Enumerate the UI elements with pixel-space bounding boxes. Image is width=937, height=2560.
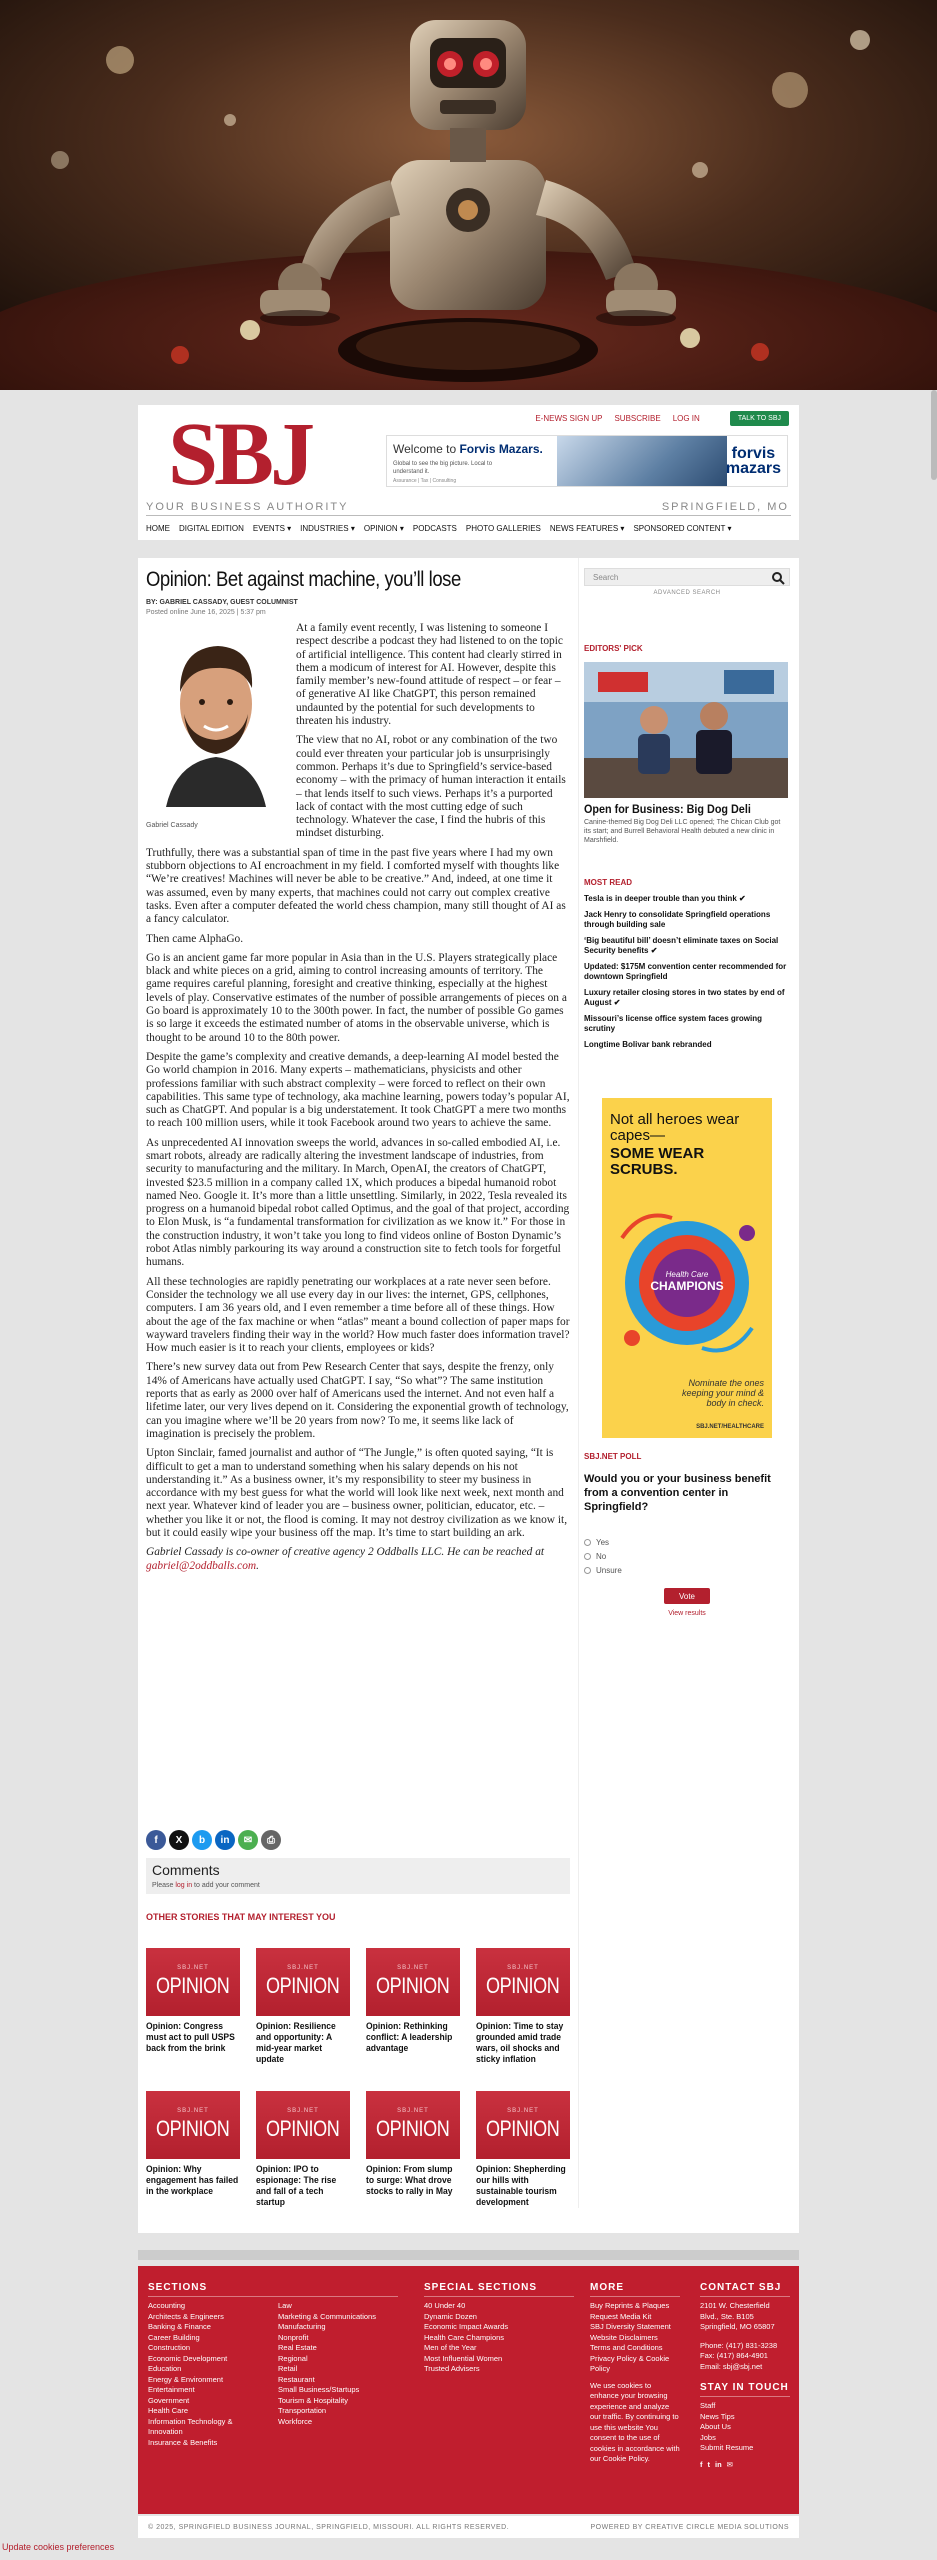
robot-illustration [0, 0, 937, 390]
powered-by[interactable]: POWERED BY CREATIVE CIRCLE MEDIA SOLUTIONS [590, 2523, 789, 2531]
site-region: SPRINGFIELD, MO [661, 501, 789, 513]
footer-special-sections [424, 2282, 574, 2375]
nav-industries[interactable]: INDUSTRIES ▾ [300, 523, 355, 533]
sbj-logo[interactable]: SBJ [168, 405, 312, 504]
comments-box [146, 1858, 570, 1894]
column-divider [578, 558, 579, 2208]
search-input[interactable] [584, 568, 790, 586]
story-title[interactable]: Opinion: Shepherding our hills with sustainable tourism development [476, 2164, 566, 2208]
copyright: © 2025, SPRINGFIELD BUSINESS JOURNAL, SPRINGFIELD, MISSOURI. ALL RIGHTS RESERVED. [148, 2523, 510, 2531]
header-divider [146, 515, 791, 516]
contact-line[interactable]: Email: sbj@sbj.net [700, 2361, 763, 2371]
footer-special-link[interactable]: Health Care Champions [424, 2332, 505, 2342]
poll-option-unsure[interactable]: Unsure [584, 1566, 622, 1575]
story-card[interactable] [476, 1948, 570, 2065]
facebook-icon[interactable]: f [700, 2459, 703, 2469]
story-title[interactable]: Opinion: Why engagement has failed in the workplace [146, 2164, 239, 2197]
story-thumbnail[interactable]: SBJ.NET OPINION [366, 2091, 460, 2159]
footer-section-link[interactable]: Law [278, 2301, 292, 2310]
author-signoff: Gabriel Cassady is co-owner of creative agency 2 Oddballs LLC. He can be reached at gabriel@2oddballs.com. [146, 1546, 545, 1572]
footer-section-link[interactable]: Economic Development [148, 2353, 228, 2363]
ad-headline: Not all heroes wear capes— [610, 1111, 740, 1144]
footer-stay-link[interactable]: News Tips [700, 2411, 735, 2421]
ad-cta: Nominate the ones keeping your mind & body in check. [681, 1378, 764, 1408]
footer-special-link[interactable]: Men of the Year [424, 2343, 477, 2352]
sections-column-1 [148, 2301, 268, 2448]
footer-sections [148, 2282, 398, 2448]
story-title[interactable]: Opinion: IPO to espionage: The rise and fall of a tech startup [256, 2164, 337, 2208]
subscribe-link[interactable]: SUBSCRIBE [614, 414, 661, 423]
nav-podcasts[interactable]: PODCASTS [412, 523, 457, 533]
footer-section-link[interactable]: Career Building [148, 2332, 200, 2342]
ad-subtitle: Global to see the big picture. Local to understand it. [393, 461, 493, 475]
story-card[interactable] [146, 2091, 240, 2197]
footer-stay-link[interactable]: Staff [700, 2401, 716, 2410]
radio-icon[interactable] [584, 1553, 591, 1560]
footer-section-link[interactable]: Architects & Engineers [148, 2311, 224, 2321]
footer-stay-heading: STAY IN TOUCH [700, 2382, 790, 2397]
forvis-mazars-ad[interactable] [386, 435, 788, 487]
footer-section-link[interactable]: Energy & Environment [148, 2374, 224, 2384]
footer-special-link[interactable]: Trusted Advisers [424, 2364, 480, 2373]
nav-opinion[interactable]: OPINION ▾ [363, 523, 404, 533]
content-area [138, 558, 799, 2233]
most-read-item[interactable]: Jack Henry to consolidate Springfield operations through building sale [584, 910, 771, 929]
poll-heading: SBJ.NET POLL [584, 1452, 642, 1461]
paragraph: Upton Sinclair, famed journalist and author of “The Jungle,” is often quoted saying, “It is difficult to get a man to understand something when his salary depends on his not understanding it.” As a business owner, it’s my responsibility to steer my business in accordance with my best guess for what the world will look like next week, next month and next year. Whatever kind of leader you are – business owner, politician, educator, etc. – whether you like it or not, the flood is coming. It may not destroy civilization as we know it, but it could easily wipe your business off the map. It’s time to start building an ark. [146, 1447, 568, 1539]
footer-more-link[interactable]: Buy Reprints & Plaques [590, 2301, 670, 2310]
footer-section-link[interactable]: Government [148, 2395, 190, 2405]
story-title[interactable]: Opinion: Rethinking conflict: A leadership advantage [366, 2021, 453, 2054]
linkedin-share-icon[interactable]: in [215, 1830, 235, 1850]
bluesky-share-icon[interactable]: b [192, 1830, 212, 1850]
author-email-link[interactable]: gabriel@2oddballs.com [146, 1559, 257, 1572]
poll-question: Would you or your business benefit from a convention center in Springfield? [584, 1473, 771, 1513]
footer-section-link[interactable]: Accounting [148, 2301, 186, 2310]
nav-sponsored-content[interactable]: SPONSORED CONTENT ▾ [633, 523, 732, 533]
contact-line: Phone: (417) 831-3238 [700, 2340, 778, 2350]
footer-special-link[interactable]: Most Influential Women [424, 2353, 503, 2363]
view-results-link[interactable]: View results [668, 1610, 706, 1617]
footer-section-link[interactable]: Education [148, 2364, 182, 2373]
champions-badge: Health Care CHAMPIONS [650, 1270, 724, 1293]
nav-news-features[interactable]: NEWS FEATURES ▾ [549, 523, 625, 533]
story-title[interactable]: Opinion: Resilience and opportunity: A mid-year market update [256, 2021, 336, 2065]
email-icon[interactable]: ✉ [726, 2459, 733, 2469]
footer-section-link[interactable]: Marketing & Communications [278, 2311, 376, 2321]
comments-login-prompt: Please log in to add your comment [152, 1882, 260, 1889]
story-title[interactable]: Opinion: Congress must act to pull USPS back from the brink [146, 2021, 235, 2054]
enews-signup-link[interactable]: E-NEWS SIGN UP [535, 414, 603, 423]
story-title[interactable]: Opinion: Time to stay grounded amid trade wars, oil shocks and sticky inflation [476, 2021, 564, 2065]
footer-special-link[interactable]: Economic Impact Awards [424, 2322, 509, 2331]
site-tagline: YOUR BUSINESS AUTHORITY [146, 501, 349, 513]
login-link[interactable]: LOG IN [672, 414, 700, 423]
paragraph: Then came AlphaGo. [146, 932, 244, 945]
other-stories-heading: OTHER STORIES THAT MAY INTEREST YOU [146, 1912, 336, 1922]
footer-section-link[interactable]: Banking & Finance [148, 2322, 211, 2331]
footer-bottom [138, 2516, 799, 2538]
most-read-list [584, 894, 790, 1056]
stay-in-touch-list [700, 2401, 790, 2454]
ad-city-image [557, 436, 727, 487]
footer-special-link[interactable]: 40 Under 40 [424, 2301, 466, 2310]
address-line: 2101 W. Chesterfield Blvd., Ste. B105 [700, 2301, 770, 2321]
paragraph: At a family event recently, I was listening to someone I respect describe a podcast they had listened to on the topic of artificial intelligence. This content had clearly stirred in them a modicum of interest for AI. However, despite this family member’s new-found attitude of respect – or fear – of generative AI like ChatGPT, this person remained undaunted by the potential for such developments to threaten his industry. [296, 622, 563, 728]
ad-welcome: Welcome to Forvis Mazars. [393, 442, 543, 456]
scrollbar-thumb[interactable] [931, 390, 937, 480]
top-links [535, 411, 789, 426]
story-thumbnail[interactable]: SBJ.NET OPINION [476, 1948, 570, 2016]
share-bar [146, 1830, 281, 1850]
footer-more-link[interactable]: Privacy Policy & Cookie Policy [590, 2353, 670, 2373]
cookie-notice: We use cookies to enhance your browsing experience and analyze our traffic. By continuing to use this website You consent to the use of cookies in accordance with our Cookie Policy. [590, 2380, 680, 2463]
footer-more [590, 2282, 680, 2465]
hero-image [0, 0, 937, 390]
footer-stay-link[interactable]: Submit Resume [700, 2443, 754, 2452]
sections-column-2 [278, 2301, 398, 2448]
story-card[interactable] [146, 1948, 240, 2054]
comments-heading: Comments [152, 1862, 220, 1878]
twitter-icon[interactable]: t [707, 2459, 710, 2469]
story-title[interactable]: Opinion: From slump to surge: What drove stocks to rally in May [366, 2164, 453, 2197]
editors-pick-heading: EDITORS' PICK [584, 644, 643, 653]
poll-option-yes[interactable]: Yes [584, 1538, 609, 1547]
email-share-icon[interactable]: ✉ [238, 1830, 258, 1850]
footer-contact-heading: CONTACT SBJ [700, 2282, 790, 2297]
paragraph: Despite the game’s complexity and creative demands, a deep-learning AI model bested the Go world champion in 2016. Many experts – mathematicians, physicists and other professions familiar with such abstract complexity – were forced to reflect on their own capabilities. This same type of technology, aka machine learning, powers today’s popular AI, such as ChatGPT. And popular is a big understatement. It took ChatGPT a mere two months to reach 100 million users, while it took Facebook around two years to achieve the same. [146, 1050, 570, 1130]
footer-more-link[interactable]: Request Media Kit [590, 2311, 652, 2321]
footer-sections-heading: SECTIONS [148, 2282, 398, 2297]
site-header [138, 405, 799, 540]
main-nav [146, 521, 791, 535]
paragraph: All these technologies are rapidly penetrating our workplaces at a rate never seen before. Consider the technology we all use every day in our lives: the internet, GPS, cellphones, computers. I am 36 years old, and I even remember a time before all of these things. How about the age of the fax machine or when “atlas” meant a bound collection of paper maps for wayward travelers finding their way in the world? How much faster does information travel? How much easier is it to reach your clients, employees or kids? [146, 1275, 570, 1355]
health-care-champions-ad[interactable] [602, 1098, 772, 1438]
footer-section-link[interactable]: Health Care [148, 2406, 189, 2415]
most-read-item[interactable]: Tesla is in deeper trouble than you think ✔ [584, 894, 746, 903]
most-read-item[interactable]: ‘Big beautiful bill’ doesn’t eliminate taxes on Social Security benefits ✔ [584, 936, 779, 955]
footer-section-link[interactable]: Tourism & Hospitality [278, 2395, 349, 2405]
nav-events[interactable]: EVENTS ▾ [252, 523, 292, 533]
address-line: Springfield, MO 65807 [700, 2322, 775, 2331]
footer-special-heading: SPECIAL SECTIONS [424, 2282, 574, 2297]
search-icon[interactable] [771, 571, 785, 585]
footer-stay-link[interactable]: Jobs [700, 2432, 716, 2442]
story-thumbnail[interactable]: SBJ.NET OPINION [146, 1948, 240, 2016]
footer-more-link[interactable]: SBJ Diversity Statement [590, 2322, 671, 2331]
comments-login-link[interactable]: log in [175, 1882, 193, 1889]
article-byline: BY: GABRIEL CASSADY, GUEST COLUMNIST [146, 599, 298, 606]
most-read-heading: MOST READ [584, 878, 632, 887]
footer-section-link[interactable]: Construction [148, 2343, 191, 2352]
nav-digital-edition[interactable]: DIGITAL EDITION [179, 523, 244, 533]
paragraph: As unprecedented AI innovation sweeps the world, advances in so-called embodied AI, i.e. smart robots, already are radically altering the investment landscape of industries, from security to manufacturing and the military. In March, OpenAI, the creators of ChatGPT, invested $23.5 million in a company called 1X, which produces a bipedal humanoid robot named Neo. Google it. It’s more than a little unsettling. Similarly, in 2022, Tesla revealed its progress on a humanoid bipedal robot called Optimus, and the goal of that project, according to Elon Musk, is “a fundamental transformation for civilization as we know it.” For those in the construction industry, it won’t take you long to find videos online of Boston Dynamic’s robot Atlas nimbly parkouring its way around a construction site to fetch tools for forgetful humans. [146, 1136, 570, 1269]
story-card[interactable] [256, 1948, 350, 2065]
footer-section-link[interactable]: Information Technology & Innovation [148, 2416, 233, 2436]
footer-more-heading: MORE [590, 2282, 680, 2297]
site-footer [138, 2266, 799, 2514]
footer-section-link[interactable]: Manufacturing [278, 2322, 326, 2331]
radio-icon[interactable] [584, 1567, 591, 1574]
linkedin-icon[interactable]: in [715, 2459, 722, 2469]
footer-social [700, 2460, 790, 2471]
story-thumbnail[interactable]: SBJ.NET OPINION [476, 2091, 570, 2159]
footer-more-link[interactable]: Website Disclaimers [590, 2332, 658, 2342]
radio-icon[interactable] [584, 1539, 591, 1546]
nav-home[interactable]: HOME [146, 523, 170, 533]
editors-pick-title[interactable]: Open for Business: Big Dog Deli [584, 802, 751, 816]
article-title: Opinion: Bet against machine, you’ll lose [146, 568, 461, 591]
poll-option-no[interactable]: No [584, 1552, 606, 1561]
footer-section-link[interactable]: Insurance & Benefits [148, 2437, 218, 2447]
footer-section-link[interactable]: Restaurant [278, 2374, 315, 2384]
footer-section-link[interactable]: Small Business/Startups [278, 2385, 360, 2394]
paragraph: There’s new survey data out from Pew Research Center that says, despite the frenzy, only 14% of Americans have actually used ChatGPT. I say, “So what”? The same institution reports that as early as 2000 over half of Americans used the internet. And not even half a lifetime later, our very lives depend on it. Considering the exponential growth of technology, can you imagine where we’ll be 20 years from now? To me, it seems like lack of imagination is precisely the problem. [146, 1361, 569, 1440]
ad-url: SBJ.NET/HEALTHCARE [696, 1424, 764, 1430]
author-photo [146, 622, 286, 807]
more-list [590, 2301, 680, 2375]
most-read-item[interactable]: Luxury retailer closing stores in two states by end of August ✔ [584, 988, 785, 1007]
footer-section-link[interactable]: Workforce [278, 2416, 313, 2426]
footer-section-link[interactable]: Real Estate [278, 2343, 317, 2352]
footer-section-link[interactable]: Transportation [278, 2406, 327, 2415]
contact-line: Fax: (417) 864-4901 [700, 2351, 768, 2360]
paragraph: Go is an ancient game far more popular in Asia than in the U.S. Players strategically place black and white pieces on a grid, aiming to control increasing amounts of territory. The game requires careful planning, foresight and creative thinking, especially at the highest levels of play. Conservative estimates of the number of possible arrangements of pieces on a Go board is approximately 10 to the 300th power. In fact, the number of possible Go games is so large it exceeds the estimated number of atoms in the observable universe, which is thought to be around 10 to the 80th power. [146, 951, 567, 1044]
footer-section-link[interactable]: Nonprofit [278, 2332, 309, 2342]
footer-section-link[interactable]: Regional [278, 2353, 308, 2363]
update-cookie-preferences-link[interactable]: Update cookies preferences [2, 2542, 115, 2552]
story-card[interactable] [366, 2091, 460, 2197]
footer-top-bar [138, 2250, 799, 2260]
paragraph: The view that no AI, robot or any combination of the two could ever threaten your particular job is unsurprisingly common. Perhaps it’s due to Springfield’s service-based economy – with the primacy of human interaction it entails – that lends itself to such views. Perhaps it’s a purported lack of contact with the most cutting edge of such technology. Whatever the case, I find the hubris of this mindset disturbing. [296, 734, 566, 840]
nav-photo-galleries[interactable]: PHOTO GALLERIES [465, 523, 541, 533]
story-card[interactable] [476, 2091, 570, 2208]
footer-contact [700, 2282, 790, 2470]
x-share-icon[interactable]: X [169, 1830, 189, 1850]
footer-section-link[interactable]: Retail [278, 2364, 298, 2373]
footer-stay-link[interactable]: About Us [700, 2422, 731, 2431]
story-thumbnail[interactable]: SBJ.NET OPINION [256, 1948, 350, 2016]
most-read-item[interactable]: Longtime Bolivar bank rebranded [584, 1040, 712, 1049]
story-card[interactable] [256, 2091, 350, 2208]
paragraph: Truthfully, there was a substantial span of time in the past five years where I had my own stubborn objections to AI encroachment in my field. I comforted myself with thoughts like “We’re creatives! Machines will never be able to be creative.” And, indeed, at one time it was assumed, even by many experts, that machines could not carry out complex creative tasks. Even after a computer defeated the world chess champion, many still thought of AI as a fancy calculator. [146, 846, 566, 926]
footer-more-link[interactable]: Terms and Conditions [590, 2343, 663, 2352]
most-read-item[interactable]: Updated: $175M convention center recommended for downtown Springfield [584, 962, 787, 981]
story-card[interactable] [366, 1948, 460, 2054]
story-thumbnail[interactable]: SBJ.NET OPINION [366, 1948, 460, 2016]
special-sections-list [424, 2301, 574, 2375]
editors-pick-description: Canine-themed Big Dog Deli LLC opened; The Chican Club got its start; and Burrell Behavioral Health debuted a new clinic in Marshfield. [584, 819, 781, 844]
footer-special-link[interactable]: Dynamic Dozen [424, 2311, 477, 2321]
print-icon[interactable]: ⎙ [261, 1830, 281, 1850]
ad-services: Assurance | Tax | Consulting [393, 478, 457, 484]
vote-button[interactable]: Vote [664, 1588, 710, 1604]
advanced-search-link[interactable]: ADVANCED SEARCH [653, 590, 721, 596]
story-thumbnail[interactable]: SBJ.NET OPINION [146, 2091, 240, 2159]
forvis-logo: forvis mazars [725, 445, 781, 477]
talk-to-sbj-button[interactable]: TALK TO SBJ [730, 411, 789, 426]
ad-headline-bold: SOME WEAR SCRUBS. [610, 1145, 705, 1178]
story-thumbnail[interactable]: SBJ.NET OPINION [256, 2091, 350, 2159]
photo-caption: Gabriel Cassady [146, 822, 198, 829]
facebook-share-icon[interactable]: f [146, 1830, 166, 1850]
editors-pick-image[interactable] [584, 662, 788, 798]
search-placeholder: Search [593, 573, 619, 582]
article-posted-date: Posted online June 16, 2025 | 5:37 pm [146, 609, 266, 616]
most-read-item[interactable]: Missouri’s license office system faces growing scrutiny [584, 1014, 762, 1033]
footer-section-link[interactable]: Entertainment [148, 2385, 195, 2394]
